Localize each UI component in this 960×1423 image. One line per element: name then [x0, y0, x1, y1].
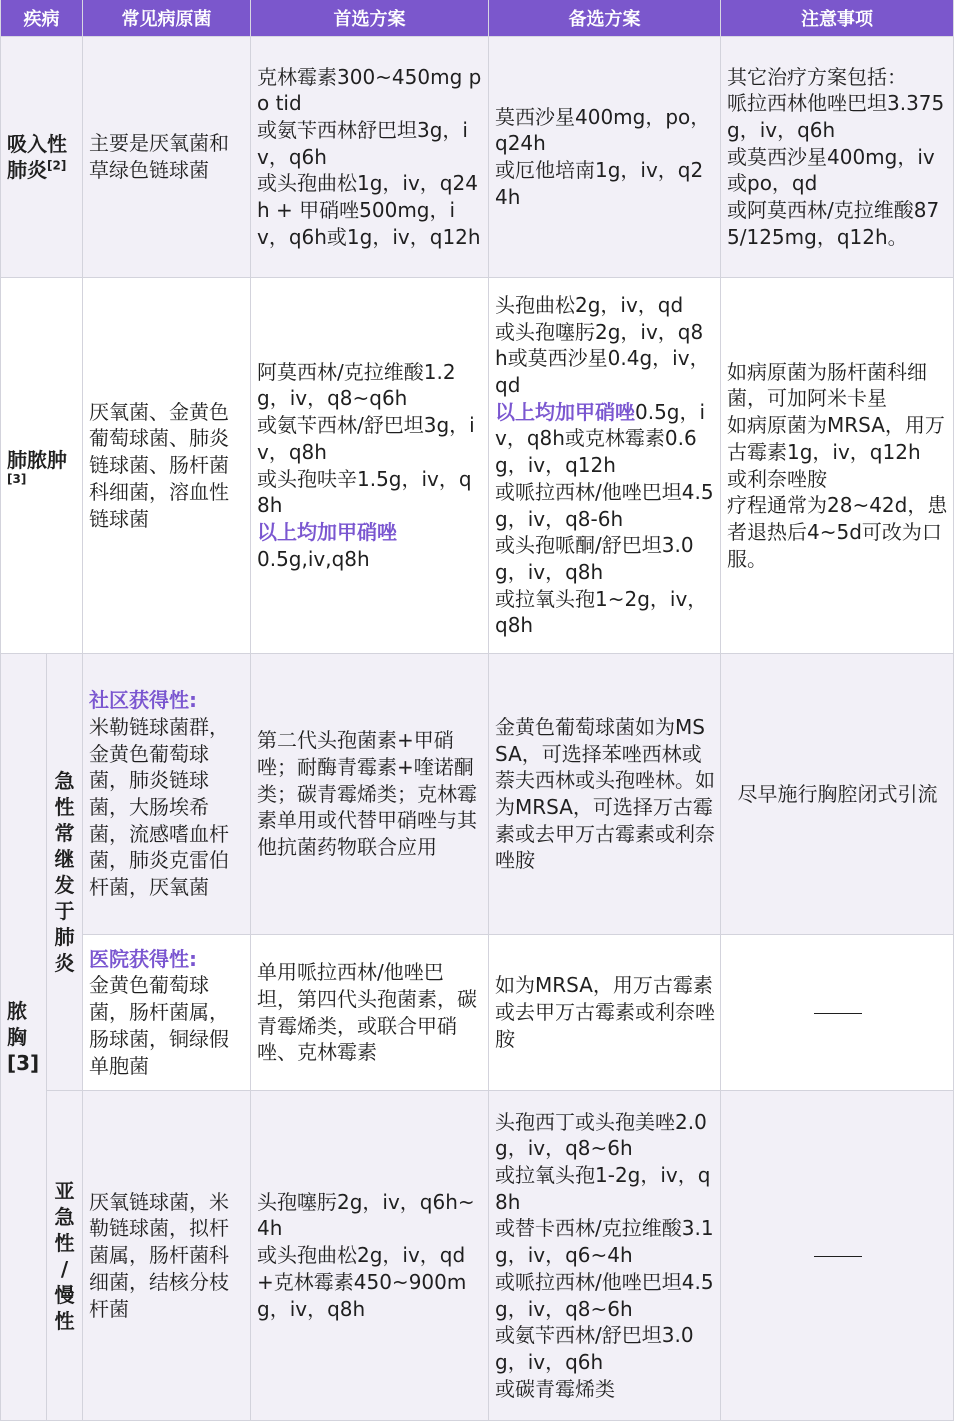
first-line-text: 0.5g,iv,q8h — [257, 546, 370, 571]
label-char: 于 — [54, 899, 75, 923]
label-char: 常 — [54, 821, 75, 845]
first-line-cell — [251, 278, 489, 654]
header-pathogen: 常见病原菌 — [83, 0, 251, 37]
table-row-empyema-community — [1, 654, 954, 935]
alternative-cell — [489, 1091, 721, 1421]
label-char: 发 — [54, 873, 75, 897]
notes-text: 如病原菌为MRSA，用万古霉素1g，iv，q12h — [727, 413, 945, 464]
table-row-abscess — [1, 278, 954, 654]
disease-name: 脓胸 — [7, 999, 27, 1049]
label-char: 继 — [54, 847, 75, 871]
alternative-text: 或头孢噻肟2g，iv，q8h或莫西沙星0.4g，iv，qd — [495, 319, 710, 398]
notes-text: 或利奈唑胺 — [727, 466, 827, 491]
alternative-text: 或氨苄西林/舒巴坦3.0g，iv，q6h — [495, 1323, 694, 1374]
pathogen-cell — [83, 935, 251, 1091]
label-char: 急 — [54, 769, 75, 793]
empyema-chronic-label — [47, 1091, 83, 1421]
first-line-text: 或氨苄西林/舒巴坦3g，iv，q8h — [257, 413, 475, 464]
first-line-text: 阿莫西林/克拉维酸1.2g，iv，q8~q6h — [257, 359, 456, 411]
alternative-text: 或替卡西林/克拉维酸3.1g，iv，q6~4h — [495, 1216, 714, 1268]
first-line-text: 头孢噻肟2g，iv，q6h~4h — [257, 1189, 475, 1241]
alternative-text: 0.5g，iv，q8h或克林霉素0.6g，iv，q12h — [495, 399, 706, 478]
label-char: 慢 — [54, 1282, 75, 1307]
alternative-text: 或拉氧头孢1~2g，iv，q8h — [495, 586, 708, 638]
table-row-empyema-hospital — [1, 935, 954, 1091]
label-char: 炎 — [54, 951, 75, 975]
notes-cell — [721, 935, 954, 1091]
disease-aspiration — [1, 37, 83, 278]
first-line-text: 或氨苄西林舒巴坦3g，iv，q6h — [257, 117, 468, 169]
first-line-text: 克林霉素300~450mg po tid — [257, 64, 482, 116]
highlight-text: 以上均加甲硝唑 — [257, 519, 397, 544]
first-line-text: 或头孢曲松1g，iv，q24h + 甲硝唑500mg，iv，q6h或1g，iv，q12h — [257, 171, 481, 249]
notes-text: 如病原菌为肠杆菌科细菌，可加阿米卡星 — [727, 359, 927, 411]
header-notes: 注意事项 — [721, 0, 954, 37]
alternative-cell: 金黄色葡萄球菌如为MSSA，可选择苯唑西林或萘夫西林或头孢唑林。如为MRSA，可选择万古霉素或去甲万古霉素或利奈唑胺 — [489, 654, 721, 935]
notes-text: 其它治疗方案包括： — [727, 64, 907, 89]
reference-mark: [2] — [47, 158, 67, 173]
header-disease: 疾病 — [1, 0, 83, 37]
first-line-cell: 第二代头孢菌素+甲硝唑；耐酶青霉素+喹诺酮类；碳青霉烯类；克林霉素单用或代替甲硝唑与其他抗菌药物联合应用 — [251, 654, 489, 935]
disease-name: 吸入性肺炎 — [7, 132, 67, 182]
table-row-empyema-chronic — [1, 1091, 954, 1421]
label-char: 性 — [54, 1230, 75, 1255]
first-line-cell — [251, 37, 489, 278]
notes-text: 哌拉西林他唑巴坦3.375g，iv，q6h — [727, 91, 945, 142]
community-acquired-label: 社区获得性: — [89, 688, 197, 713]
label-char: 亚 — [54, 1178, 75, 1203]
table-row-aspiration — [1, 37, 954, 278]
alternative-text: 或头孢哌酮/舒巴坦3.0g，iv，q8h — [495, 533, 694, 584]
notes-text: 疗程通常为28~42d，患者退热后4~5d可改为口服。 — [727, 493, 948, 571]
first-line-cell — [251, 1091, 489, 1421]
notes-cell — [721, 278, 954, 654]
label-char: 肺 — [54, 925, 75, 949]
first-line-text: 或头孢曲松2g，iv，qd+克林霉素450~900mg，iv，q8h — [257, 1243, 467, 1321]
alternative-text: 或哌拉西林/他唑巴坦4.5g，iv，q8-6h — [495, 479, 714, 531]
alternative-text: 头孢西丁或头孢美唑2.0g，iv，q8~6h — [495, 1109, 707, 1161]
alternative-text: 莫西沙星400mg，po，q24h — [495, 104, 711, 156]
highlight-text: 以上均加甲硝唑 — [495, 399, 635, 424]
header-alternative: 备选方案 — [489, 0, 721, 37]
table-header-row — [1, 0, 954, 37]
label-char: / — [60, 1256, 69, 1281]
notes-cell: 尽早施行胸腔闭式引流 — [721, 654, 954, 935]
notes-text: 或阿莫西林/克拉维酸875/125mg，q12h。 — [727, 198, 940, 249]
alternative-text: 或碳青霉烯类 — [495, 1376, 615, 1401]
pathogen-cell: 主要是厌氧菌和草绿色链球菌 — [83, 37, 251, 278]
reference-mark: [3] — [7, 1051, 40, 1075]
label-char: 性 — [54, 795, 75, 819]
first-line-cell: 单用哌拉西林/他唑巴坦，第四代头孢菌素，碳青霉烯类，或联合甲硝唑、克林霉素 — [251, 935, 489, 1091]
dash-mark — [814, 1256, 862, 1257]
alternative-text: 或厄他培南1g，iv，q24h — [495, 158, 704, 209]
pathogen-text: 米勒链球菌群，金黄色葡萄球菌，肺炎链球菌，大肠埃希菌，流感嗜血杆菌，肺炎克雷伯杆菌，厌氧菌 — [89, 714, 229, 900]
alternative-text: 或哌拉西林/他唑巴坦4.5g，iv，q8~6h — [495, 1269, 714, 1321]
disease-abscess — [1, 278, 83, 654]
hospital-acquired-label: 医院获得性: — [89, 946, 197, 971]
first-line-text: 或头孢呋辛1.5g，iv，q8h — [257, 466, 472, 518]
alternative-text: 头孢曲松2g，iv，qd — [495, 292, 684, 317]
notes-cell — [721, 1091, 954, 1421]
alternative-cell: 如为MRSA，用万古霉素或去甲万古霉素或利奈唑胺 — [489, 935, 721, 1091]
pathogen-cell — [83, 654, 251, 935]
pathogen-cell: 厌氧链球菌，米勒链球菌，拟杆菌属，肠杆菌科细菌，结核分枝杆菌 — [83, 1091, 251, 1421]
pathogen-text: 金黄色葡萄球菌，肠杆菌属，肠球菌，铜绿假单胞菌 — [89, 973, 229, 1078]
disease-name: 肺脓肿 — [7, 447, 67, 472]
notes-cell — [721, 37, 954, 278]
label-char: 急 — [54, 1204, 75, 1229]
notes-text: 或莫西沙星400mg，iv或po，qd — [727, 144, 935, 196]
header-first-line: 首选方案 — [251, 0, 489, 37]
dash-mark — [814, 1013, 862, 1014]
alternative-cell — [489, 278, 721, 654]
disease-empyema — [1, 654, 47, 1421]
reference-mark: [3] — [7, 471, 27, 486]
empyema-acute-label — [47, 654, 83, 1091]
alternative-cell — [489, 37, 721, 278]
pathogen-cell: 厌氧菌、金黄色葡萄球菌、肺炎链球菌、肠杆菌科细菌，溶血性链球菌 — [83, 278, 251, 654]
label-char: 性 — [54, 1308, 75, 1333]
alternative-text: 或拉氧头孢1-2g，iv，q8h — [495, 1163, 711, 1214]
